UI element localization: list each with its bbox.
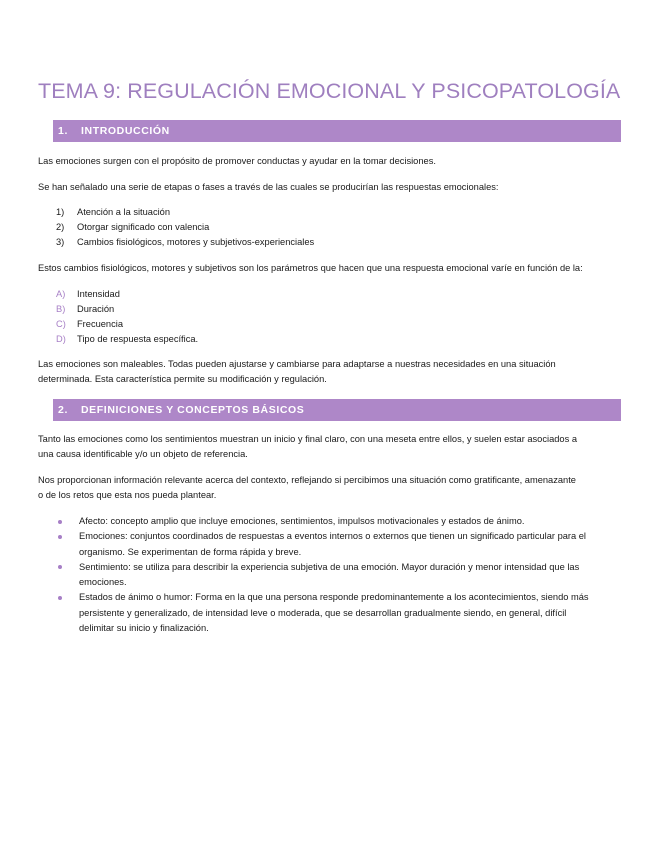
section-heading-introduccion bbox=[53, 120, 621, 142]
list-marker: 1) bbox=[56, 207, 65, 217]
paragraph-line: Las emociones son maleables. Todas pueden ajustarse y cambiarse para adaptarse a nuestras necesidades en una situación bbox=[38, 359, 556, 369]
list-item bbox=[56, 205, 626, 220]
definitions-list bbox=[56, 514, 626, 636]
section-label: DEFINICIONES Y CONCEPTOS BÁSICOS bbox=[81, 404, 305, 416]
list-item-text: Duración bbox=[77, 304, 115, 314]
list-item-text bbox=[79, 529, 626, 560]
list-item bbox=[56, 590, 626, 636]
list-marker: A) bbox=[56, 289, 66, 299]
paragraph bbox=[38, 357, 618, 388]
list-item-text bbox=[79, 560, 626, 591]
list-item-text: Tipo de respuesta específica. bbox=[77, 334, 199, 344]
list-item-text: Atención a la situación bbox=[77, 207, 171, 217]
list-item-text bbox=[79, 590, 626, 636]
list-item bbox=[56, 514, 626, 529]
list-item-line: Sentimiento: se utiliza para describir la experiencia subjetiva de una emoción. Mayor duración y menor intensidad que las bbox=[79, 561, 580, 572]
list-item bbox=[56, 317, 626, 332]
list-item bbox=[56, 332, 626, 347]
paragraph-line: Nos proporcionan información relevante acerca del contexto, reflejando si percibimos una situación como gratificante, amenazante bbox=[38, 475, 576, 485]
list-item-line: delimitar su inicio y finalización. bbox=[79, 623, 209, 634]
section-label: INTRODUCCIÓN bbox=[81, 125, 170, 137]
paragraph-line: determinada. Esta característica permite su modificación y regulación. bbox=[38, 374, 327, 385]
section-heading-definiciones bbox=[53, 399, 621, 421]
list-item-line: emociones. bbox=[79, 577, 127, 588]
list-item-line: persistente y generalizado, de intensidad leve o moderada, que se desarrollan gradualmente siendo, en general, difícil bbox=[79, 607, 567, 618]
paragraph-line: Tanto las emociones como los sentimientos muestran un inicio y final claro, con una meseta entre ellos, y suelen estar asociados a bbox=[38, 434, 577, 444]
list-marker: 2) bbox=[56, 222, 65, 232]
bullet-icon bbox=[56, 560, 79, 591]
list-item-text: Intensidad bbox=[77, 289, 120, 299]
bullet-icon bbox=[56, 590, 79, 636]
paragraph: Estos cambios fisiológicos, motores y subjetivos son los parámetros que hacen que una respuesta emocional varíe en función de la: bbox=[38, 263, 583, 273]
list-item-text: Otorgar significado con valencia bbox=[77, 222, 210, 232]
paragraph bbox=[38, 432, 618, 463]
list-item-text bbox=[79, 514, 626, 529]
list-item bbox=[56, 235, 626, 250]
list-marker: B) bbox=[56, 304, 66, 314]
list-marker: C) bbox=[56, 319, 66, 329]
list-item bbox=[56, 529, 626, 560]
list-item bbox=[56, 220, 626, 235]
list-marker: 3) bbox=[56, 237, 65, 247]
paragraph: Se han señalado una serie de etapas o fases a través de las cuales se producirían las respuestas emocionales: bbox=[38, 182, 499, 192]
list-item-line: organismo. Se experimentan de forma rápida y breve. bbox=[79, 546, 302, 557]
paragraph-line: o de los retos que esta nos pueda plantear. bbox=[38, 490, 217, 501]
paragraph bbox=[38, 473, 618, 504]
section-number: 1. bbox=[58, 125, 68, 137]
list-item-line: Afecto: concepto amplio que incluye emociones, sentimientos, impulsos motivacionales y estados de ánimo. bbox=[79, 516, 525, 526]
list-item-text: Frecuencia bbox=[77, 319, 123, 329]
list-item-text: Cambios fisiológicos, motores y subjetivos-experienciales bbox=[77, 237, 315, 247]
paragraph: Las emociones surgen con el propósito de promover conductas y ayudar en la tomar decisiones. bbox=[38, 156, 436, 166]
list-item-line: Estados de ánimo o humor: Forma en la que una persona responde predominantemente a los acontecimientos, siendo más bbox=[79, 592, 589, 603]
bullet-icon bbox=[56, 514, 79, 529]
page-title: TEMA 9: REGULACIÓN EMOCIONAL Y PSICOPATOLOGÍA bbox=[38, 79, 621, 103]
list-item-line: Emociones: conjuntos coordinados de respuestas a eventos internos o externos que tienen un significado particular para el bbox=[79, 531, 586, 542]
list-marker: D) bbox=[56, 334, 66, 344]
stages-list bbox=[56, 205, 626, 250]
section-number: 2. bbox=[58, 404, 68, 416]
paragraph-line: una causa identificable y/o un objeto de referencia. bbox=[38, 449, 248, 460]
params-list bbox=[56, 287, 626, 347]
list-item bbox=[56, 560, 626, 591]
list-item bbox=[56, 302, 626, 317]
list-item bbox=[56, 287, 626, 302]
bullet-icon bbox=[56, 529, 79, 560]
